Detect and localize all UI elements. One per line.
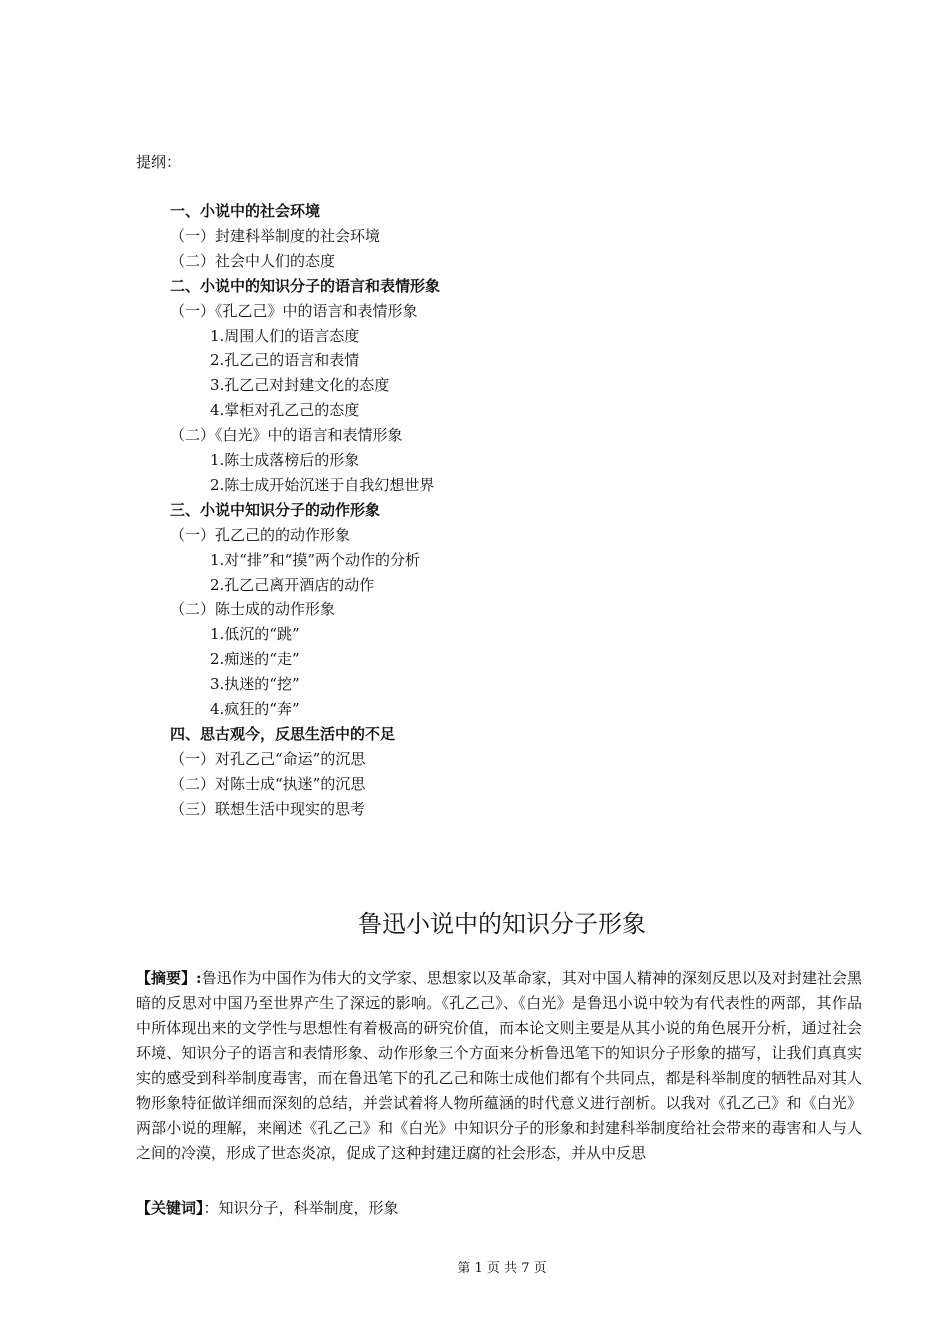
outline-item-level2: （二）《白光》中的语言和表情形象 [170,426,403,445]
outline-item-level2: （一）封建科举制度的社会环境 [170,226,381,245]
outline-item-level1: 四、思古观今，反思生活中的不足 [170,724,396,743]
outline-item-level3: 1.对“排”和“摸”两个动作的分析 [210,550,420,569]
outline-item-level3: 2.痴迷的“走” [210,650,300,669]
outline-item-level3: 3.执迷的“挖” [210,675,300,694]
outline-item-level3: 1.陈士成落榜后的形象 [210,451,360,469]
outline-item-level3: 1.低沉的“跳” [210,625,300,644]
document-title: 鲁迅小说中的知识分子形象 [358,910,646,938]
outline-item-level3: 4.疯狂的“奔” [210,700,300,718]
outline-heading: 提纲： [136,153,182,171]
outline-item-level1: 一、小说中的社会环境 [170,202,321,220]
outline-item-level2: （三）联想生活中现实的思考 [170,799,366,818]
abstract-text: 鲁迅作为中国作为伟大的文学家、思想家以及革命家，其对中国人精神的深刻反思以及对封建社会黑暗的反思对中国乃至世界产生了深远的影响。《孔乙己》、《白光》是鲁迅小说中较为有代表性的两部，其作品中所体现出来的文学性与思想性有着极高的研究价值，而本论文则主要是从其小说的角色展开分析，通过社会环境、知识分子的语言和表情形象、动作形象三个方面来分析鲁迅笔下的知识分子形象的描写，让我们真真实实的感受到科举制度毒害，而在鲁迅笔下的孔乙己和陈士成他们都有个共同点，都是科举制度的牺牲品对其人物形象特征做详细而深刻的总结，并尝试着将人物所蕴涵的时代意义进行剖析。以我对《孔乙己》和《白光》两部小说的理解，来阐述《孔乙己》和《白光》中知识分子的形象和封建科举制度给社会带来的毒害和人与人之间的冷漠，形成了世态炎凉，促成了这种封建迂腐的社会形态，并从中反思 [136,969,862,1162]
outline-item-level3: 1.周围人们的语言态度 [210,326,360,345]
keywords-text: ：知识分子，科举制度，形象 [203,1199,399,1217]
outline-item-level3: 4.掌柜对孔乙己的态度 [210,401,360,420]
outline-item-level1: 三、小说中知识分子的动作形象 [170,500,381,519]
abstract-label: 【摘要】: [136,969,202,987]
outline-item-level2: （二）社会中人们的态度 [170,251,336,270]
outline-item-level3: 2.陈士成开始沉迷于自我幻想世界 [210,475,435,494]
outline-item-level2: （二）陈士成的动作形象 [170,600,336,619]
page-footer: 第 1 页 共 7 页 [457,1261,547,1276]
outline-item-level3: 2.孔乙己离开酒店的动作 [210,575,375,594]
outline-item-level2: （二）对陈士成“执迷”的沉思 [170,774,366,793]
keywords-label: 【关键词】 [136,1199,204,1217]
outline-item-level2: （一）对孔乙己“命运”的沉思 [170,749,366,768]
outline-item-level2: （一）《孔乙己》中的语言和表情形象 [170,301,418,320]
abstract [136,966,862,1166]
keywords [136,1197,399,1218]
outline-item-level3: 2.孔乙己的语言和表情 [210,351,360,370]
outline-item-level3: 3.孔乙己对封建文化的态度 [210,376,390,395]
outline-item-level2: （一）孔乙己的的动作形象 [170,525,351,544]
outline-item-level1: 二、小说中的知识分子的语言和表情形象 [170,276,441,295]
